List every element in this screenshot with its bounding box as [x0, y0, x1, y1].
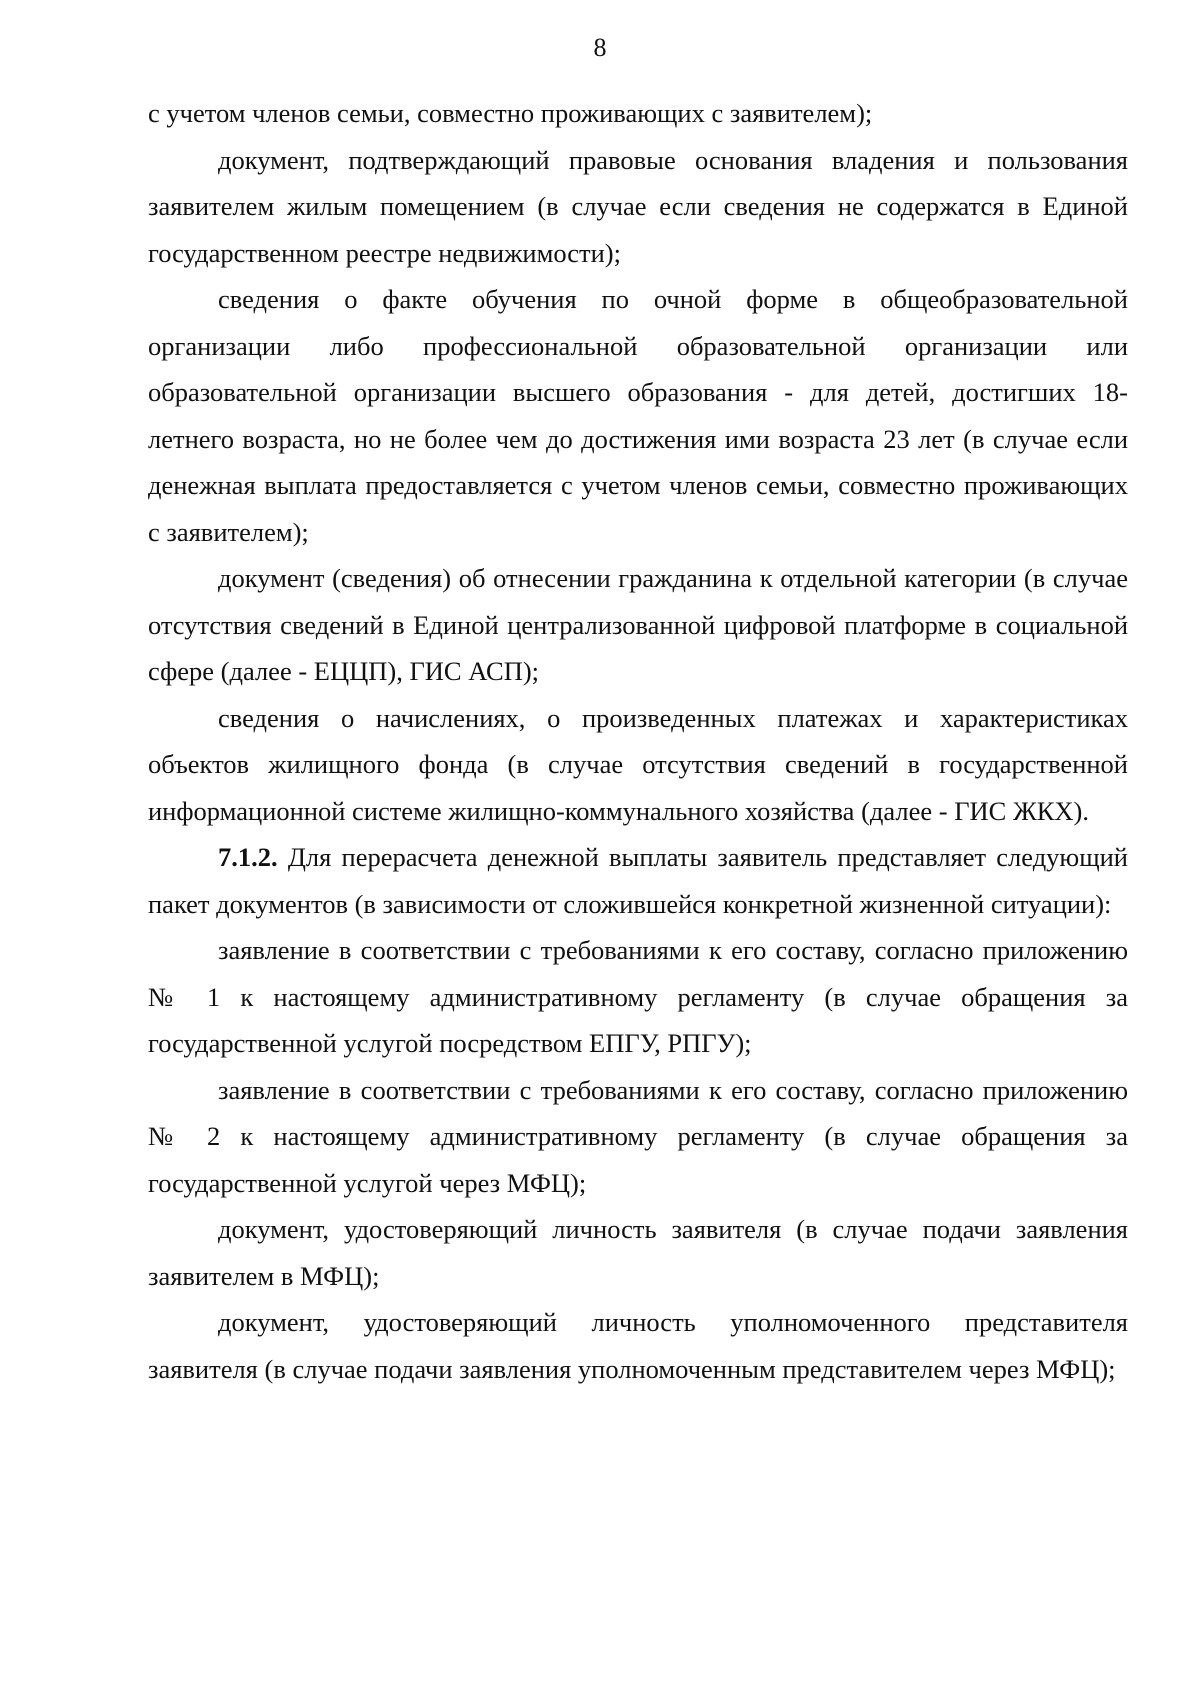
paragraph-identity-representative: документ, удостоверяющий личность уполномоченного представителя заявителя (в случае подачи заявления уполномоченным представителем через МФЦ);: [148, 1307, 1128, 1384]
paragraph-section-7-1-2: [148, 834, 1128, 927]
paragraph-education-info: сведения о факте обучения по очной форме в общеобразовательной организации либо профессиональной образовательной организации или образовательной организации высшего образования - для детей, достигших 18-летнего возраста, но не более чем до достижения ими возраста 23 лет (в случае если денежная выплата предоставляется с учетом членов семьи, совместно проживающих с заявителем);: [148, 284, 1128, 547]
section-number: 7.1.2.: [218, 842, 278, 872]
paragraph-identity-applicant: документ, удостоверяющий личность заявителя (в случае подачи заявления заявителем в МФЦ);: [148, 1214, 1128, 1291]
paragraph-application-mfc: заявление в соответствии с требованиями к его составу, согласно приложению № 2 к настоящему административному регламенту (в случае обращения за государственной услугой через МФЦ);: [148, 1074, 1128, 1198]
paragraph-charges-info: сведения о начислениях, о произведенных платежах и характеристиках объектов жилищного фонда (в случае отсутствия сведений в государственной информационной системе жилищно-коммунального хозяйства (далее - ГИС ЖКХ).: [148, 702, 1128, 826]
section-text: Для перерасчета денежной выплаты заявитель представляет следующий пакет документов (в зависимости от сложившейся конкретной жизненной ситуации):: [148, 842, 1128, 919]
paragraph-continuation: с учетом членов семьи, совместно проживающих с заявителем);: [148, 98, 873, 128]
page-number: 8: [593, 33, 607, 62]
paragraph-category-document: документ (сведения) об отнесении гражданина к отдельной категории (в случае отсутствия сведений в Единой централизованной цифровой платформе в социальной сфере (далее - ЕЦЦП), ГИС АСП);: [148, 563, 1128, 686]
paragraph-application-epgu: заявление в соответствии с требованиями к его составу, согласно приложению № 1 к настоящему административному регламенту (в случае обращения за государственной услугой посредством ЕПГУ, РПГУ);: [148, 935, 1128, 1058]
document-body: [148, 90, 1128, 1392]
paragraph-ownership-document: документ, подтверждающий правовые основания владения и пользования заявителем жилым помещением (в случае если сведения не содержатся в Единой государственном реестре недвижимости);: [148, 144, 1128, 268]
